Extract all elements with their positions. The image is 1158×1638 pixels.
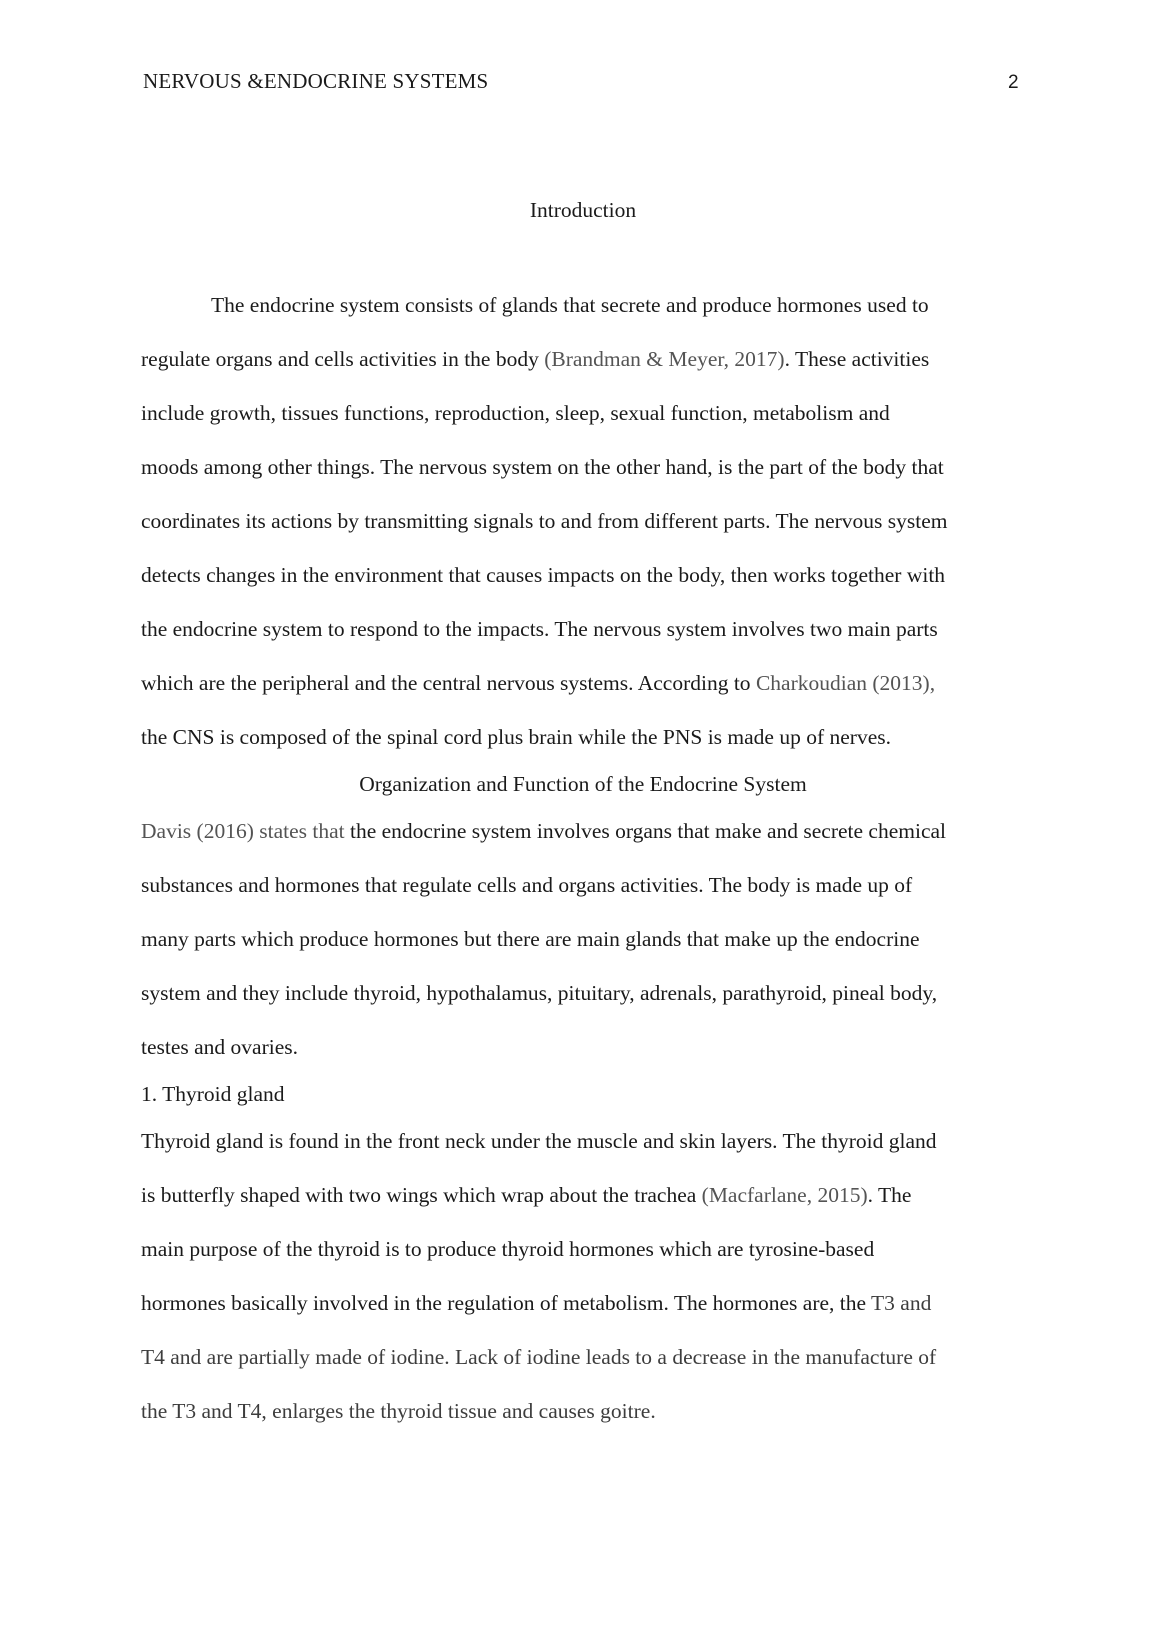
citation: (Macfarlane, 2015) xyxy=(701,1183,868,1207)
text-line: Thyroid gland is found in the front neck under the muscle and skin layers. The thyroid gland xyxy=(141,1129,937,1153)
citation: Charkoudian (2013), xyxy=(755,671,936,695)
text-line: testes and ovaries. xyxy=(141,1035,299,1059)
text-line: the endocrine system to respond to the impacts. The nervous system involves two main parts xyxy=(141,617,938,641)
text-line: which are the peripheral and the central nervous systems. According to Charkoudian (2013), xyxy=(141,671,936,695)
section-heading-organization: Organization and Function of the Endocrine System xyxy=(359,772,807,796)
text-line: the T3 and T4, enlarges the thyroid tissue and causes goitre. xyxy=(141,1399,656,1423)
text-line: Davis (2016) states that the endocrine system involves organs that make and secrete chemical xyxy=(141,819,947,843)
text-line: main purpose of the thyroid is to produce thyroid hormones which are tyrosine-based xyxy=(141,1237,875,1261)
document-body xyxy=(141,190,1025,1438)
page-number: 2 xyxy=(1008,72,1019,93)
text-line: moods among other things. The nervous system on the other hand, is the part of the body that xyxy=(141,455,944,479)
text-line: coordinates its actions by transmitting signals to and from different parts. The nervous system xyxy=(141,509,948,533)
citation: (Brandman & Meyer, 2017) xyxy=(544,347,785,371)
thyroid-paragraph xyxy=(141,1114,1025,1438)
subheading-thyroid-gland: 1. Thyroid gland xyxy=(141,1082,285,1106)
section-heading-introduction: Introduction xyxy=(529,198,637,222)
text-line: The endocrine system consists of glands that secrete and produce hormones used to xyxy=(211,293,929,317)
text-line: regulate organs and cells activities in the body (Brandman & Meyer, 2017). These activities xyxy=(141,347,930,371)
text-line: is butterfly shaped with two wings which wrap about the trachea (Macfarlane, 2015). The xyxy=(141,1183,912,1207)
text-line: substances and hormones that regulate cells and organs activities. The body is made up of xyxy=(141,873,913,897)
intro-paragraph xyxy=(141,278,1025,764)
citation: Davis (2016) states that xyxy=(141,819,345,843)
text-line: include growth, tissues functions, reproduction, sleep, sexual function, metabolism and xyxy=(141,401,890,425)
text-line: many parts which produce hormones but there are main glands that make up the endocrine xyxy=(141,927,920,951)
text-line: hormones basically involved in the regulation of metabolism. The hormones are, the T3 and xyxy=(141,1291,932,1315)
text-line: the CNS is composed of the spinal cord plus brain while the PNS is made up of nerves. xyxy=(141,725,892,749)
text-line: T4 and are partially made of iodine. Lack of iodine leads to a decrease in the manufacture of xyxy=(141,1345,937,1369)
text-line: detects changes in the environment that causes impacts on the body, then works together with xyxy=(141,563,946,587)
organization-paragraph xyxy=(141,804,1025,1074)
text-line: system and they include thyroid, hypothalamus, pituitary, adrenals, parathyroid, pineal body, xyxy=(141,981,938,1005)
running-head: NERVOUS &ENDOCRINE SYSTEMS xyxy=(143,69,489,93)
